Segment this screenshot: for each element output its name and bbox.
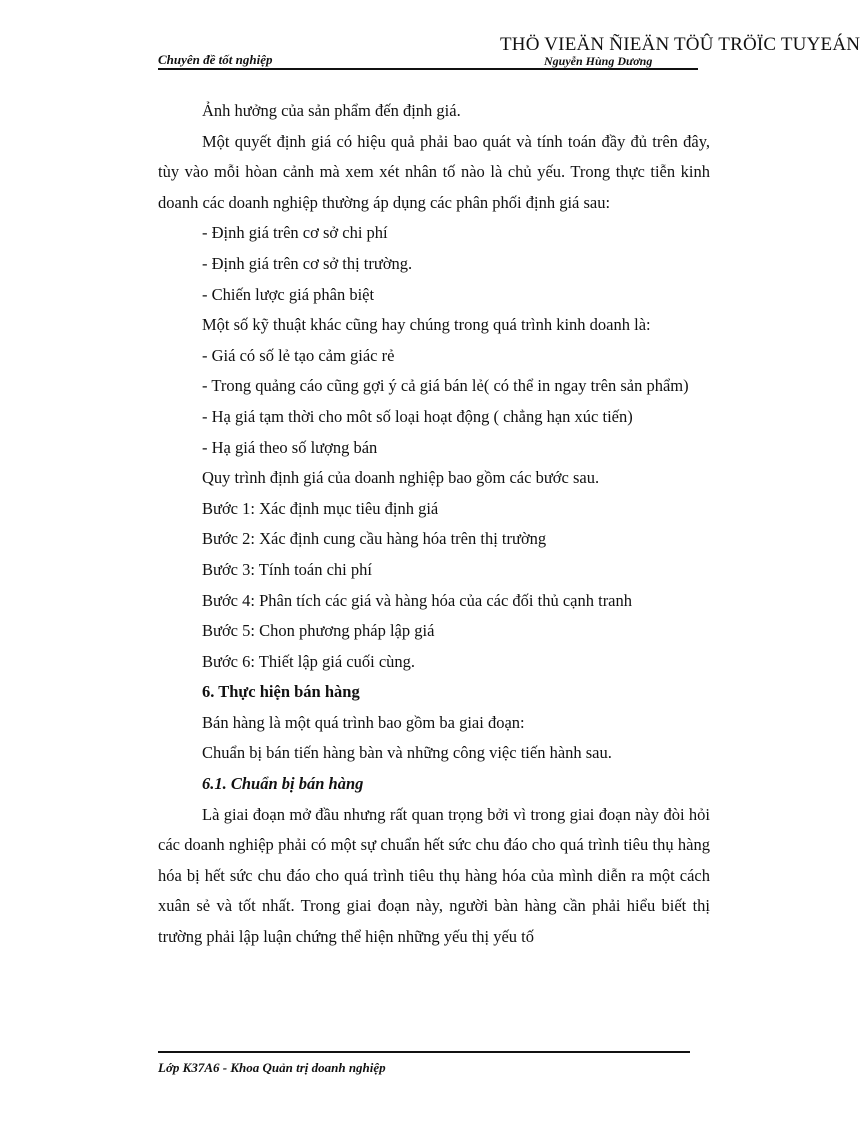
document-body (158, 96, 710, 953)
step-item: Bước 2: Xác định cung cầu hàng hóa trên thị trường (202, 529, 547, 549)
footer-text: Lớp K37A6 - Khoa Quản trị doanh nghiệp (158, 1060, 386, 1075)
list-item: - Chiến lược giá phân biệt (202, 284, 375, 304)
header-author: Nguyễn Hùng Dương (544, 54, 653, 68)
list-item: - Giá có số lẻ tạo cảm giác rẻ (202, 345, 395, 365)
watermark-text: THÖ VIEÄN ÑIEÄN TÖÛ TRÖÏC TUYEÁN (500, 34, 860, 55)
step-item: Bước 1: Xác định mục tiêu định giá (202, 498, 439, 518)
list-item: - Hạ giá theo số lượng bán (202, 437, 378, 457)
step-item: Bước 3: Tính toán chi phí (202, 559, 372, 579)
section-heading: 6. Thực hiện bán hàng (202, 682, 360, 702)
footer-rule (158, 1051, 690, 1053)
step-item: Bước 5: Chon phương pháp lập giá (202, 621, 435, 641)
header-rule (158, 68, 698, 70)
paragraph: Bán hàng là một quá trình bao gồm ba giai đoạn: (202, 712, 525, 732)
paragraph: Là giai đoạn mở đầu nhưng rất quan trọng bởi vì trong giai đoạn này đòi hỏi các doanh nghiệp phải có một sự chuẩn hết sức chu đáo cho quá trình tiêu thụ hàng hóa bị hết sức chu đáo cho quá trình tiêu thụ hàng hóa của mình diễn ra một cách xuân sẻ và tốt nhất. Trong giai đoạn này, người bàn hàng cần phải hiểu biết thị trường phải lập luận chứng thể hiện những yếu thị yếu tố (158, 804, 710, 947)
paragraph: Ảnh hưởng của sản phẩm đến định giá. (202, 101, 461, 120)
subsection-heading: 6.1. Chuẩn bị bán hàng (202, 774, 364, 794)
paragraph: Một số kỹ thuật khác cũng hay chúng trong quá trình kinh doanh là: (202, 315, 651, 335)
step-item: Bước 6: Thiết lập giá cuối cùng. (202, 651, 416, 671)
step-item: Bước 4: Phân tích các giá và hàng hóa của các đối thủ cạnh tranh (202, 590, 633, 610)
paragraph: Một quyết định giá có hiệu quả phải bao quát và tính toán đầy đủ trên đây, tùy vào mỗi hòan cảnh mà xem xét nhân tố nào là chủ yếu. Trong thực tiễn kinh doanh các doanh nghiệp thường áp dụng các phân phối định giá sau: (158, 131, 710, 212)
list-item: - Định giá trên cơ sở thị trường. (202, 253, 413, 273)
paragraph: Quy trình định giá của doanh nghiệp bao gồm các bước sau. (202, 468, 600, 488)
list-item: - Hạ giá tạm thời cho môt số loại hoạt động ( chẳng hạn xúc tiến) (202, 406, 633, 426)
paragraph: Chuẩn bị bán tiến hàng bàn và những công việc tiến hành sau. (202, 743, 612, 763)
list-item: - Trong quảng cáo cũng gợi ý cả giá bán lẻ( có thể in ngay trên sản phẩm) (202, 376, 689, 396)
header-title: Chuyên đề tốt nghiệp (158, 52, 273, 67)
list-item: - Định giá trên cơ sở chi phí (202, 223, 388, 243)
